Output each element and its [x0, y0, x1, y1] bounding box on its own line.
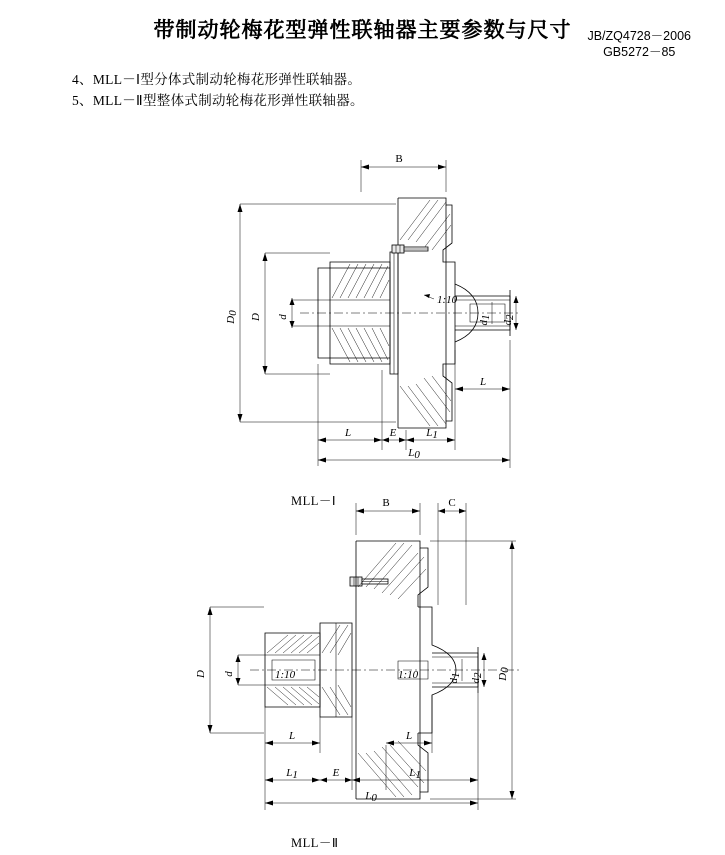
- svg-text:C: C: [448, 497, 456, 509]
- svg-text:d: d: [277, 314, 289, 320]
- note-item-2: 5、MLL－Ⅱ型整体式制动轮梅花形弹性联轴器。: [72, 93, 364, 108]
- svg-text:1:10: 1:10: [437, 294, 458, 306]
- page-title: 带制动轮梅花型弹性联轴器主要参数与尺寸: [153, 18, 572, 42]
- svg-text:d1: d1: [478, 314, 492, 326]
- svg-text:d2: d2: [470, 672, 484, 684]
- figure-mll-2-drawing: [0, 495, 725, 855]
- svg-text:1:10: 1:10: [275, 669, 296, 681]
- svg-text:B: B: [395, 153, 403, 165]
- svg-text:E: E: [389, 427, 397, 439]
- svg-text:L1: L1: [286, 767, 298, 781]
- svg-text:L: L: [344, 427, 352, 439]
- svg-text:L0: L0: [365, 790, 377, 804]
- standard-code-1: JB/ZQ4728－2006: [587, 29, 691, 43]
- svg-text:D0: D0: [225, 310, 239, 324]
- svg-text:E: E: [332, 767, 340, 779]
- bolt-detail: [392, 245, 428, 253]
- svg-text:L: L: [288, 730, 296, 742]
- svg-text:L1: L1: [409, 767, 421, 781]
- svg-text:B: B: [382, 497, 390, 509]
- figure-mll-1-caption: MLL－Ⅰ: [291, 494, 337, 508]
- svg-text:L0: L0: [408, 447, 420, 461]
- svg-text:D0: D0: [497, 667, 511, 681]
- svg-text:d: d: [223, 671, 235, 677]
- standard-code-2: GB5272－85: [603, 45, 676, 59]
- svg-text:D: D: [250, 313, 262, 321]
- svg-text:D: D: [195, 670, 207, 678]
- svg-text:d2: d2: [502, 314, 516, 326]
- svg-text:L: L: [479, 376, 487, 388]
- svg-text:1:10: 1:10: [398, 669, 419, 681]
- figure-mll-2-caption: MLL－Ⅱ: [291, 836, 339, 850]
- svg-text:d1: d1: [448, 672, 462, 684]
- note-item-1: 4、MLL－Ⅰ型分体式制动轮梅花形弹性联轴器。: [72, 72, 362, 87]
- svg-text:L1: L1: [426, 427, 438, 441]
- svg-text:L: L: [405, 730, 413, 742]
